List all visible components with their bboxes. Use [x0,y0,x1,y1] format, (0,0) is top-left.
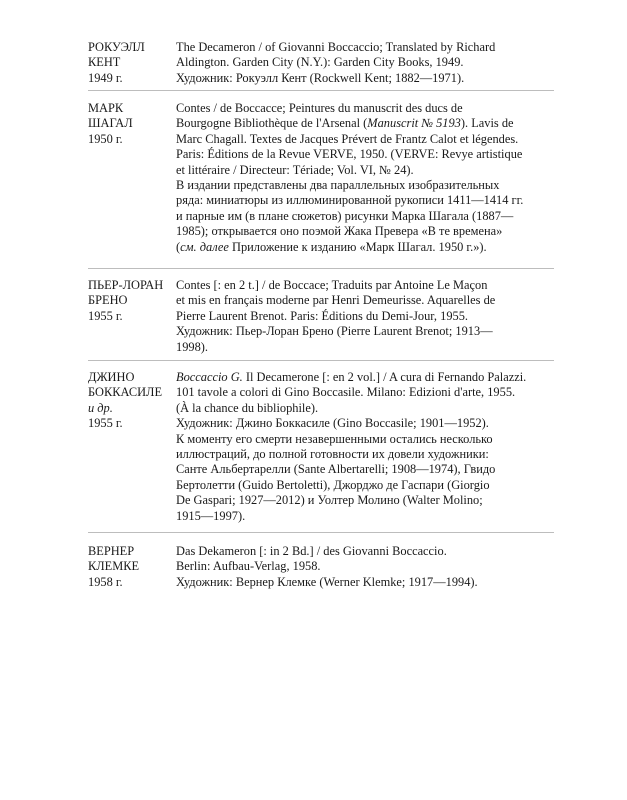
text-line: et mis en français moderne par Henri Demeurisse. Aquarelles de [176,293,496,308]
entry-artist-chagall [88,101,176,147]
text-line: ряда: миниатюры из иллюминированной рукописи 1411—1414 гг. [176,193,524,208]
entry-divider [88,360,554,361]
text-line: иллюстраций, до полной готовности их довели художники: [176,447,489,462]
artist-extra-text: и др. [88,400,113,415]
text-line: 1915—1997). [176,508,246,523]
text-line: Pierre Laurent Brenot. Paris: Éditions du Demi-Jour, 1955. [176,308,469,323]
manuscript-reference: Manuscrit № 5193 [367,116,461,131]
text-line [176,240,556,255]
entry-artist-kent [88,40,176,86]
entry-text-chagall [176,101,556,255]
text-line: и парные им (в плане сюжетов) рисунки Марка Шагала (1887— [176,208,514,223]
text-segment: ). Lavis de [460,116,514,131]
entry-year: 1950 г. [88,131,123,146]
entry-text-kent [176,40,556,86]
text-line: Aldington. Garden City (N.Y.): Garden City Books, 1949. [176,55,464,70]
text-line: К моменту его смерти незавершенными остались несколько [176,431,493,446]
text-line: 101 tavole a colori di Gino Boccasile. Milano: Edizioni d'arte, 1955. [176,385,516,400]
author-name: Boccaccio G. [176,370,243,384]
text-line: De Gaspari; 1927—2012) и Уолтер Молино (Walter Molino; [176,493,483,508]
text-line: Бертолетти (Guido Bertoletti), Джорджо де Гаспари (Giorgio [176,477,490,492]
text-segment: ( [176,239,181,254]
entry-year: 1949 г. [88,70,123,85]
text-line: Berlin: Aufbau-Verlag, 1958. [176,559,321,574]
entry-year: 1955 г. [88,308,123,323]
text-line: Contes / de Boccacce; Peintures du manuscrit des ducs de [176,101,463,115]
text-line: et littéraire / Directeur: Tériade; Vol. VI, № 24). [176,162,414,177]
artist-name-line: ШАГАЛ [88,116,133,131]
text-line: 1998). [176,339,209,354]
entry-artist-boccasile [88,370,176,432]
entry-divider [88,268,554,269]
text-line: Художник: Вернер Клемке (Werner Klemke; 1917—1994). [176,574,478,589]
entry-year: 1958 г. [88,574,123,589]
entry-year: 1955 г. [88,416,123,431]
text-line: 1985); открывается оно поэмой Жака Превера «В те времена» [176,224,503,239]
entry-text-klemke [176,544,556,590]
artist-name-line: ДЖИНО [88,370,135,384]
artist-name-line: БОККАСИЛЕ [88,385,163,400]
artist-name-line: МАРК [88,101,124,115]
artist-name-line: БРЕНО [88,293,128,308]
text-line [176,370,556,385]
entry-artist-klemke [88,544,176,590]
text-line: Marc Chagall. Textes de Jacques Prévert de Frantz Calot et légendes. [176,131,519,146]
text-line: The Decameron / of Giovanni Boccaccio; Translated by Richard [176,40,496,54]
artist-name-line: КЕНТ [88,55,121,70]
entry-artist-brenot [88,278,176,324]
text-segment: Приложение к изданию «Марк Шагал. 1950 г.»). [228,239,487,254]
text-line: Paris: Éditions de la Revue VERVE, 1950. (VERVE: Revye artistique [176,147,523,162]
text-line: Художник: Пьер-Лоран Брено (Pierre Laurent Brenot; 1913— [176,324,493,339]
text-line: Contes [: en 2 t.] / de Boccace; Traduits par Antoine Le Maçon [176,278,488,292]
text-line: Das Dekameron [: in 2 Bd.] / des Giovanni Boccaccio. [176,544,447,558]
cross-reference: см. далее [180,239,229,254]
text-segment: Bourgogne Bibliothèque de l'Arsenal ( [176,116,368,131]
text-line [176,116,556,131]
artist-name-line: КЛЕМКЕ [88,559,140,574]
entry-divider [88,532,554,533]
text-line: Санте Альбертарелли (Sante Albertarelli; 1908—1974), Гвидо [176,462,496,477]
entry-text-brenot [176,278,556,355]
text-line: Художник: Рокуэлл Кент (Rockwell Kent; 1882—1971). [176,70,465,85]
text-line: В издании представлены два параллельных изобразительных [176,178,500,193]
artist-name-line: ПЬЕР-ЛОРАН [88,278,164,292]
artist-name-line: ВЕРНЕР [88,544,135,558]
text-line: Художник: Джино Боккасиле (Gino Boccasile; 1901—1952). [176,416,489,431]
text-segment: Il Decamerone [: en 2 vol.] / A cura di Fernando Palazzi. [242,370,527,384]
entry-divider [88,90,554,91]
artist-name-line: РОКУЭЛЛ [88,40,145,54]
artist-extra [88,401,176,416]
text-line: (À la chance du bibliophile). [176,400,319,415]
entry-text-boccasile [176,370,556,524]
